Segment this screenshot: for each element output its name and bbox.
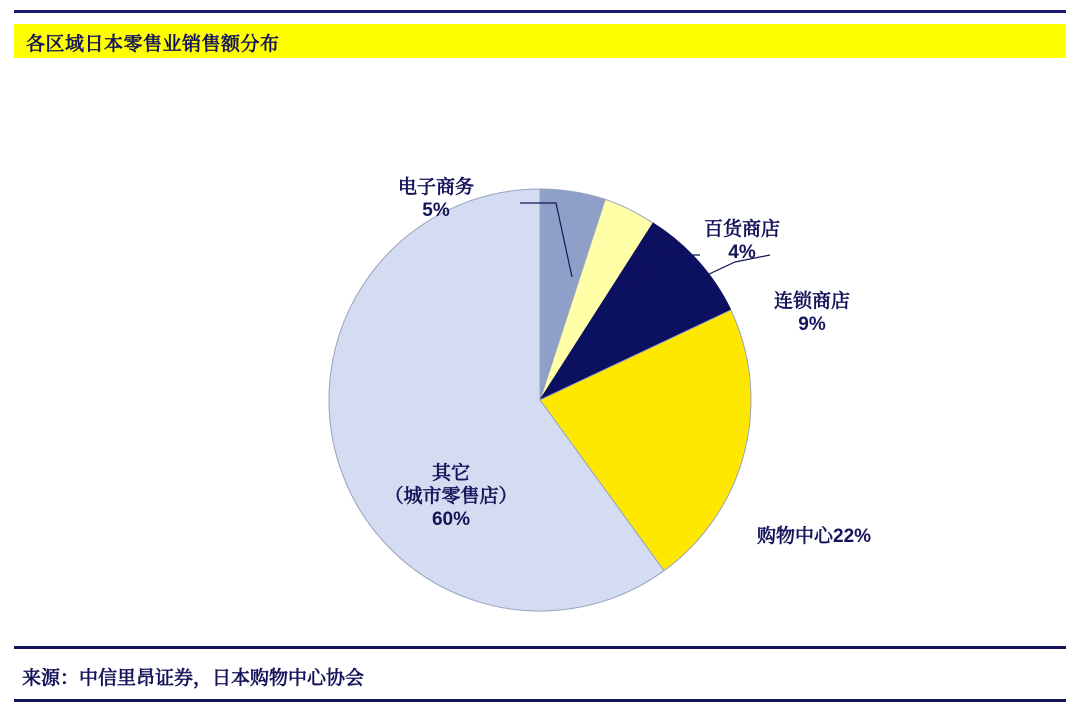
page-title: 各区域日本零售业销售额分布: [26, 34, 280, 55]
slice-label-other-name: 其它: [431, 463, 470, 484]
slice-label-other: [366, 462, 536, 532]
slice-label-mall-text: 购物中心22%: [757, 526, 872, 547]
slice-label-department: [704, 218, 780, 264]
slice-label-chain-pct: 9%: [798, 314, 826, 336]
header-top-rule: [14, 10, 1066, 13]
slice-label-department-pct: 4%: [728, 242, 756, 264]
slice-label-ecommerce-pct: 5%: [422, 200, 450, 222]
pie-chart: [0, 70, 1080, 630]
slice-label-other-pct: 60%: [431, 509, 471, 531]
slice-label-ecommerce-name: 电子商务: [398, 177, 475, 198]
slice-label-department-name: 百货商店: [704, 219, 781, 240]
footer-top-rule: [14, 646, 1066, 649]
footer-bottom-rule: [14, 699, 1066, 702]
slice-label-chain-name: 连锁商店: [774, 291, 851, 312]
slice-label-mall: [757, 525, 871, 548]
slice-label-other-sub: （城市零售店）: [384, 486, 518, 508]
source-note: 来源：中信里昂证券，日本购物中心协会: [22, 668, 365, 689]
pie-chart-svg: [0, 70, 1080, 630]
slice-label-chain: [774, 290, 850, 336]
slice-label-ecommerce: [398, 176, 474, 222]
